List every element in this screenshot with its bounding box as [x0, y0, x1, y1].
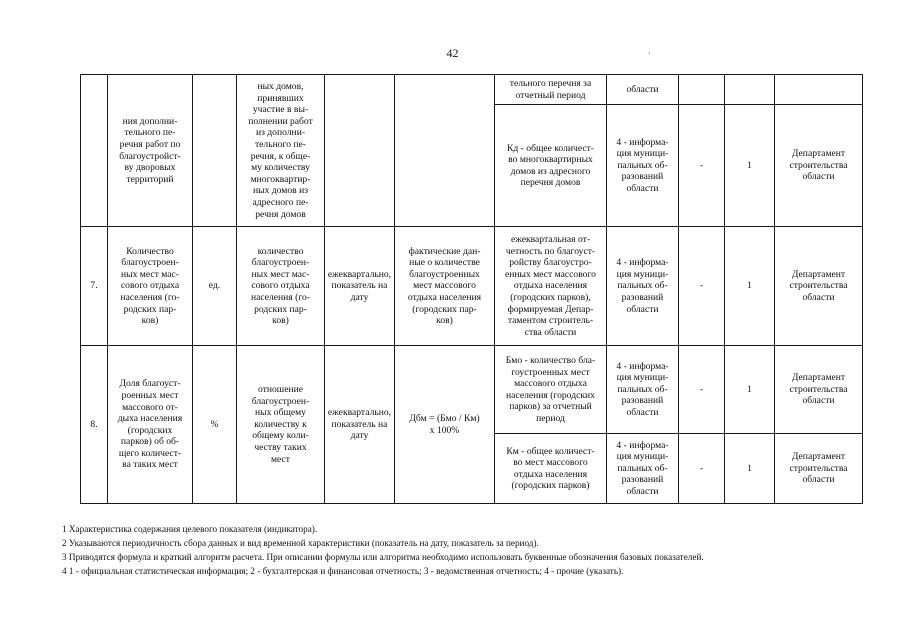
- cell-name: Доля благоуст- роенных мест массового от- дыха населения (городских парков) об об- щего количест- ва таких мест: [108, 346, 193, 504]
- cell-formula: фактические дан- ные о количестве благоустроенных мест массового отдыха населения (городских пар- ков): [395, 227, 495, 346]
- cell-collection-method: 4 - информа- ция муници- пальных об- разований области: [607, 227, 679, 346]
- cell-num: 7.: [81, 227, 108, 346]
- table-row: [81, 346, 863, 434]
- footnote: 4 1 - официальная статистическая информация; 2 - бухгалтерская и финансовая отчетность; 3 - ведомственная отчетность; 4 - прочие (указать).: [62, 566, 624, 576]
- cell-formula: [395, 75, 495, 227]
- table-row: [81, 227, 863, 346]
- scan-mark: ·: [648, 48, 651, 58]
- cell-definition: ных домов, принявших участие в вы- полнении работ из дополни- тельного пе- речня, к обще- му количеству многоквартир- ных домов из адресного пе- речня домов: [237, 75, 325, 227]
- cell-col9: -: [679, 105, 725, 227]
- cell-responsible: Департамент строительства области: [775, 346, 863, 434]
- cell-col9: -: [679, 346, 725, 434]
- cell-periodicity: [325, 75, 395, 227]
- cell-periodicity: ежеквартально, показатель на дату: [325, 227, 395, 346]
- cell-col10: 1: [725, 227, 775, 346]
- cell-collection-method: области: [607, 75, 679, 105]
- cell-num: 8.: [81, 346, 108, 504]
- cell-formula: Дбм = (Бмо / Км) х 100%: [395, 346, 495, 504]
- cell-col10: 1: [725, 105, 775, 227]
- cell-responsible: [775, 75, 863, 105]
- cell-definition: отношение благоустроен- ных общему количеству к общему коли- честву таких мест: [237, 346, 325, 504]
- cell-col9: -: [679, 227, 725, 346]
- cell-collection-method: 4 - информа- ция муници- пальных об- разований области: [607, 434, 679, 504]
- cell-responsible: Департамент строительства области: [775, 434, 863, 504]
- cell-col10: 1: [725, 346, 775, 434]
- cell-col9: -: [679, 434, 725, 504]
- cell-unit: %: [193, 346, 237, 504]
- cell-col10: 1: [725, 434, 775, 504]
- cell-num: [81, 75, 108, 227]
- cell-responsible: Департамент строительства области: [775, 227, 863, 346]
- cell-collection-method: 4 - информа- ция муници- пальных об- разований области: [607, 346, 679, 434]
- cell-periodicity: ежеквартально, показатель на дату: [325, 346, 395, 504]
- footnote: 3 Приводятся формула и краткий алгоритм расчета. При описании формулы или алгоритма необходимо использовать буквенные обозначения базовых показателей.: [62, 552, 704, 562]
- footnote: 1 Характеристика содержания целевого показателя (индикатора).: [62, 524, 318, 534]
- cell-definition: количество благоустроен- ных мест мас- сового отдыха населения (го- родских пар- ков): [237, 227, 325, 346]
- indicators-table: [80, 74, 863, 504]
- cell-base-indicator: ежеквартальная от- четность по благоуст- ройству благоустро- енных мест массового отдыха населения (городских парков), формируемая Депар- таментом строитель- ства области: [495, 227, 607, 346]
- cell-base-indicator: тельного перечня за отчетный период: [495, 75, 607, 105]
- cell-responsible: Департамент строительства области: [775, 105, 863, 227]
- footnotes: [62, 522, 892, 578]
- cell-unit: ед.: [193, 227, 237, 346]
- cell-base-indicator: Км - общее количест- во мест массового отдыха населения (городских парков): [495, 434, 607, 504]
- cell-col9: [679, 75, 725, 105]
- table-row: [81, 75, 863, 105]
- page-number: 42: [446, 46, 459, 60]
- cell-base-indicator: Бмо - количество бла- гоустроенных мест массового отдыха населения (городских парков) за отчетный период: [495, 346, 607, 434]
- cell-name: Количество благоустроен- ных мест мас- сового отдыха населения (го- родских пар- ков): [108, 227, 193, 346]
- footnote: 2 Указываются периодичность сбора данных и вид временной характеристики (показатель на дату, показатель за период).: [62, 538, 539, 548]
- cell-unit: [193, 75, 237, 227]
- cell-base-indicator: Кд - общее количест- во многоквартирных домов из адресного перечня домов: [495, 105, 607, 227]
- cell-name: ния дополни- тельного пе- речня работ по благоустройст- ву дворовых территорий: [108, 75, 193, 227]
- cell-col10: [725, 75, 775, 105]
- cell-collection-method: 4 - информа- ция муници- пальных об- разований области: [607, 105, 679, 227]
